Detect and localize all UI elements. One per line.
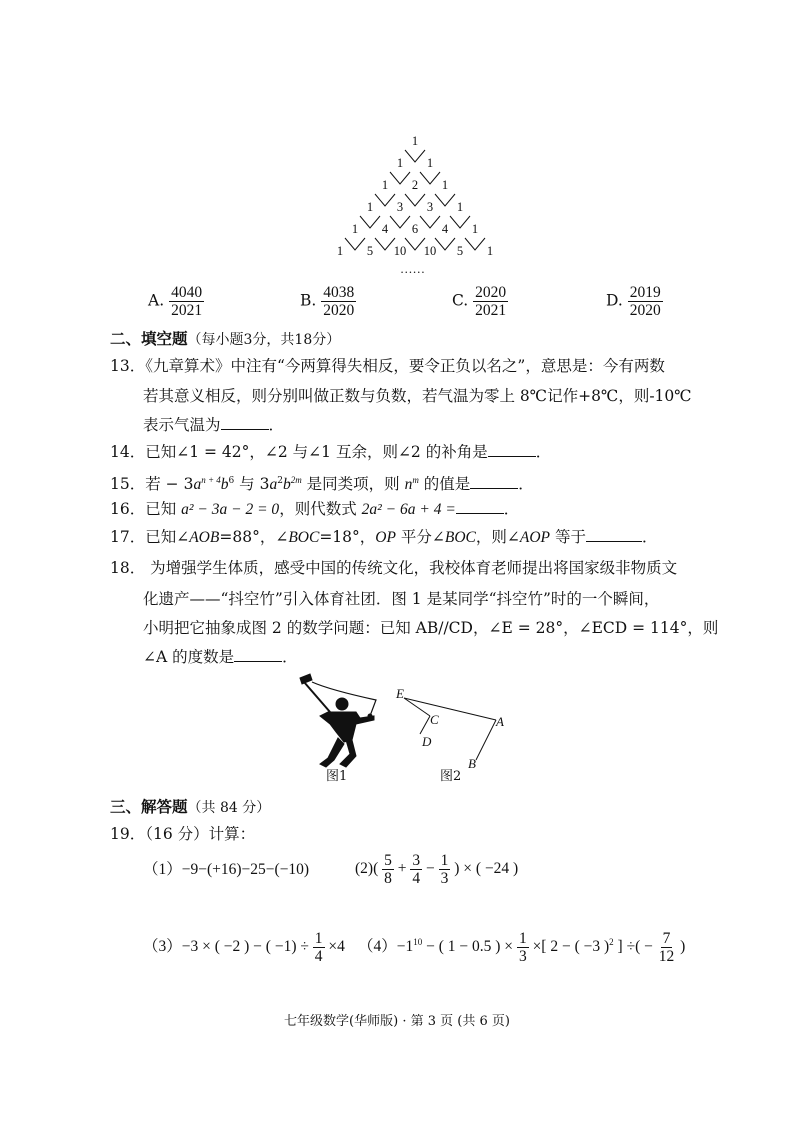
figure-1-diabolo-player — [290, 672, 390, 772]
answer-blank[interactable] — [234, 647, 282, 662]
fraction-denominator: 2021 — [475, 302, 507, 319]
fraction — [313, 930, 325, 965]
q16-end: ． — [503, 500, 520, 518]
fraction — [517, 930, 529, 965]
q12-option-d — [606, 284, 663, 319]
q17 — [110, 527, 657, 548]
calc-text: ) × ( −24 ) — [454, 860, 519, 878]
var: b — [282, 476, 291, 494]
angle-name: BOC — [444, 529, 476, 546]
angle-name: BOC — [288, 529, 320, 546]
exponent: n + 4 — [201, 475, 221, 485]
answer-blank[interactable] — [456, 499, 504, 514]
fraction — [439, 852, 451, 887]
q13-line1: 13．《九章算术》中注有“今两算得失相反，要令正负以名之”，意思是：今有两数 — [110, 357, 665, 375]
q18-end: ． — [282, 648, 298, 666]
triangle-number: 1 — [426, 156, 434, 170]
section-3-heading — [110, 795, 270, 817]
q17-text: 平分∠ — [395, 528, 445, 546]
fraction-numerator: 7 — [662, 930, 671, 947]
fraction-numerator: 1 — [440, 852, 449, 869]
calc-text: （4）−1 — [358, 938, 414, 956]
fraction-numerator: 4038 — [323, 284, 355, 301]
option-letter: B. — [300, 291, 317, 310]
q14-text: 14．已知∠1 = 42°，∠2 与∠1 互余，则∠2 的补角是 — [110, 443, 488, 461]
answer-blank[interactable] — [470, 474, 518, 489]
fraction-denominator: 2021 — [171, 302, 203, 319]
triangle-number: 10 — [423, 244, 437, 258]
fraction-denominator: 8 — [384, 870, 392, 887]
fraction-denominator: 2020 — [323, 302, 355, 319]
q16-text: ，则代数式 — [279, 500, 362, 518]
answer-blank[interactable] — [221, 415, 269, 430]
figure-1-caption: 图1 — [326, 769, 348, 784]
fraction-numerator: 1 — [314, 930, 323, 947]
calc-text: (2)( — [355, 860, 379, 878]
expression: 2a² − 6a + 4 = — [361, 501, 456, 518]
option-fraction — [321, 284, 356, 319]
q17-text: 等于 — [550, 528, 586, 546]
calc-text: （3）−3 × ( −2 ) − ( −1) ÷ — [143, 938, 309, 956]
point-label-a: A — [496, 714, 504, 729]
var: a — [193, 476, 202, 494]
q12-option-c — [452, 284, 508, 319]
answer-blank[interactable] — [488, 442, 536, 457]
triangle-number: 4 — [441, 222, 449, 236]
triangle-number: 2 — [411, 178, 419, 192]
geometry-diagram — [390, 682, 510, 772]
calc-4 — [358, 930, 685, 965]
ray-name: OP — [375, 529, 396, 546]
q13-line3 — [143, 415, 284, 435]
var: a — [269, 476, 278, 494]
operator: + — [397, 860, 407, 878]
fraction-numerator: 1 — [518, 930, 527, 947]
fraction — [382, 852, 394, 887]
triangle-ellipsis: …… — [400, 262, 425, 276]
exponent: 2m — [290, 475, 302, 485]
q18-line4 — [143, 647, 298, 667]
fraction-denominator: 4 — [412, 870, 421, 887]
point-label-c: C — [430, 712, 439, 727]
q13-text: 表示气温为 — [143, 416, 221, 434]
option-fraction — [473, 284, 508, 319]
triangle-number: 5 — [366, 244, 374, 258]
fraction-denominator: 12 — [658, 948, 675, 965]
fraction-numerator: 5 — [384, 852, 392, 869]
triangle-number: 5 — [456, 244, 464, 258]
q17-end: ． — [641, 528, 658, 546]
q15-text: 15．若 − 3 — [110, 475, 194, 494]
triangle-number: 3 — [426, 200, 434, 214]
q18-line2: 化遗产——“抖空竹”引入体育社团．图 1 是某同学“抖空竹”时的一个瞬间， — [143, 590, 660, 608]
equation: a² − 3a − 2 = 0 — [181, 501, 280, 518]
q17-text: =88°，∠ — [219, 528, 289, 546]
triangle-number: 1 — [396, 156, 404, 170]
calc-1: （1）−9−(+16)−25−(−10) — [143, 861, 310, 878]
page-footer: 七年级数学(华师版) · 第 3 页 (共 6 页) — [284, 1014, 510, 1029]
triangle-number: 1 — [411, 134, 419, 148]
point-label-d: D — [422, 734, 432, 749]
q18-line3: 小明把它抽象成图 2 的数学问题：已知 AB//CD，∠E = 28°，∠ECD = 114°，则 — [143, 619, 719, 637]
fraction-denominator: 4 — [314, 948, 323, 965]
q18-line1: 18． 为增强学生体质，感受中国的传统文化，我校体育老师提出将国家级非物质文 — [110, 559, 678, 577]
q13-end: ． — [268, 416, 285, 434]
triangle-number: 1 — [336, 244, 344, 258]
q16-text: 16．已知 — [110, 500, 182, 518]
triangle-number: 1 — [351, 222, 359, 236]
angle-name: AOP — [519, 529, 551, 546]
figure-2-caption: 图2 — [440, 769, 462, 784]
triangle-number: 6 — [411, 222, 419, 236]
option-fraction — [628, 284, 663, 319]
triangle-number: 10 — [393, 244, 407, 258]
fraction-numerator: 4040 — [171, 284, 203, 301]
q15-text: 的值是 — [418, 475, 471, 494]
q12-option-b — [300, 284, 356, 319]
point-label-e: E — [396, 686, 404, 701]
q13-line2: 若其意义相反，则分别叫做正数与负数，若气温为零上 8℃记作+8℃，则-10℃ — [143, 387, 692, 405]
q14-end: ． — [535, 443, 552, 461]
triangle-number: 1 — [456, 200, 464, 214]
calc-text: − ( 1 − 0.5 ) × — [422, 938, 514, 956]
diabolo-player-illustration — [290, 672, 390, 772]
option-letter: C. — [452, 291, 469, 310]
calc-text: ×[ 2 − ( −3 ) — [532, 938, 610, 956]
q14 — [110, 442, 551, 462]
fraction-denominator: 3 — [518, 948, 527, 965]
fraction-numerator: 2019 — [629, 284, 661, 301]
q17-text: ，则∠ — [475, 528, 520, 546]
fraction-denominator: 2020 — [629, 302, 661, 319]
calc-text: ) — [680, 938, 686, 956]
q15-end: ． — [518, 475, 534, 494]
triangle-number: 1 — [471, 222, 479, 236]
q12-option-a — [148, 284, 204, 319]
pascal-triangle-figure — [330, 132, 500, 276]
fraction-numerator: 3 — [412, 852, 421, 869]
q15-text: 与 3 — [234, 475, 270, 494]
figure-2-geometry — [390, 682, 510, 772]
calc-text: ×4 — [328, 938, 345, 956]
exponent: m — [412, 475, 419, 485]
fraction-numerator: 2020 — [475, 284, 507, 301]
triangle-connectors — [330, 132, 500, 272]
exponent: 2 — [609, 936, 614, 947]
section-title: 二、填空题 — [110, 329, 188, 348]
q19-title: 19．（16 分）计算： — [110, 825, 256, 843]
calc-3 — [143, 930, 345, 965]
triangle-number: 3 — [396, 200, 404, 214]
exponent: 2 — [277, 476, 283, 486]
option-letter: D. — [606, 291, 623, 310]
option-letter: A. — [148, 291, 165, 310]
exponent: 6 — [228, 476, 235, 486]
section-title: 三、解答题 — [110, 797, 188, 816]
triangle-number: 1 — [366, 200, 374, 214]
var: b — [220, 476, 229, 494]
triangle-number: 1 — [486, 244, 494, 258]
q15 — [110, 470, 534, 495]
triangle-number: 1 — [441, 178, 449, 192]
exponent: 10 — [413, 936, 423, 947]
q16 — [110, 499, 519, 520]
triangle-number: 4 — [381, 222, 389, 236]
option-fraction — [169, 284, 204, 319]
section-note: （每小题3分，共18分） — [187, 332, 341, 348]
calc-text: ] ÷( − — [613, 938, 653, 956]
section-note: （共 84 分） — [187, 800, 271, 816]
fraction — [410, 852, 422, 887]
point-label-b: B — [468, 756, 476, 771]
var: n — [404, 476, 413, 494]
q17-text: 17．已知∠ — [110, 528, 190, 546]
fraction-denominator: 3 — [440, 870, 449, 887]
section-2-heading — [110, 327, 340, 349]
answer-blank[interactable] — [586, 527, 642, 542]
fraction — [657, 930, 677, 965]
q17-text: =18°， — [319, 528, 376, 546]
operator: − — [426, 860, 435, 878]
angle-name: AOB — [189, 529, 220, 546]
calc-2 — [355, 852, 518, 887]
q18-text: ∠A 的度数是 — [143, 648, 235, 666]
triangle-number: 1 — [381, 178, 389, 192]
q15-text: 是同类项，则 — [301, 475, 405, 494]
